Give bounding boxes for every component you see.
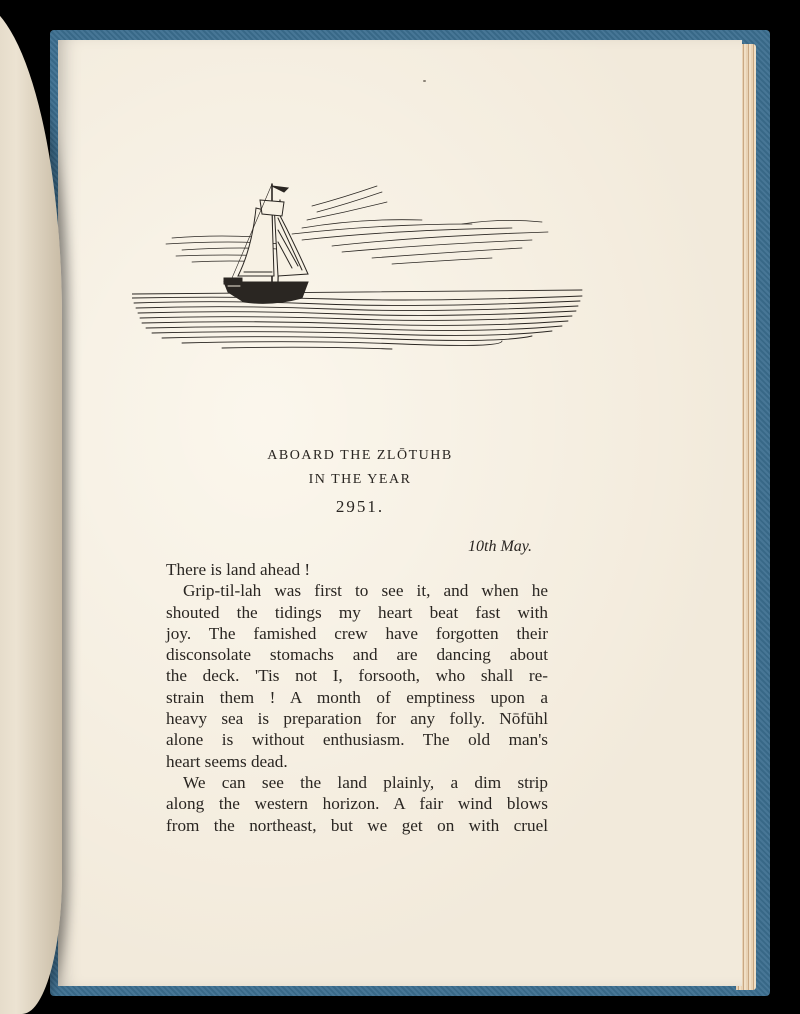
text-line: Grip-til-lah was first to see it, and when he (183, 581, 548, 601)
chapter-heading-year: 2951. (335, 497, 385, 516)
paper-speck (423, 80, 426, 82)
sea-lines (132, 290, 582, 349)
text-line: along the western horizon. A fair wind blows (166, 794, 548, 814)
text-line: shouted the tidings my heart beat fast with (166, 602, 548, 622)
ship-hull (224, 278, 308, 303)
chapter-heading-line-2: IN THE YEAR (308, 472, 412, 487)
sailing-ship-illustration (132, 178, 584, 356)
text-line: heart seems dead. (166, 751, 288, 771)
chapter-heading-line-1: ABOARD THE ZLŌTUHB (267, 448, 453, 463)
cloud-lines (166, 186, 548, 264)
text-line: from the northeast, but we get on with cruel (166, 815, 548, 835)
text-line: We can see the land plainly, a dim strip (183, 772, 548, 792)
text-line: strain them ! A month of emptiness upon a (166, 687, 548, 707)
text-line: heavy sea is preparation for any folly. Nōfūhl (166, 709, 548, 729)
body-text (166, 559, 548, 836)
text-line: There is land ahead ! (166, 560, 311, 579)
text-line: joy. The famished crew have forgotten their (166, 623, 548, 643)
text-line: the deck. 'Tis not I, forsooth, who shall re- (166, 666, 548, 686)
entry-date: 10th May. (468, 538, 532, 555)
text-line: disconsolate stomachs and are dancing about (166, 645, 548, 665)
text-line: alone is without enthusiasm. The old man's (166, 730, 548, 750)
ship-sails (232, 184, 308, 282)
